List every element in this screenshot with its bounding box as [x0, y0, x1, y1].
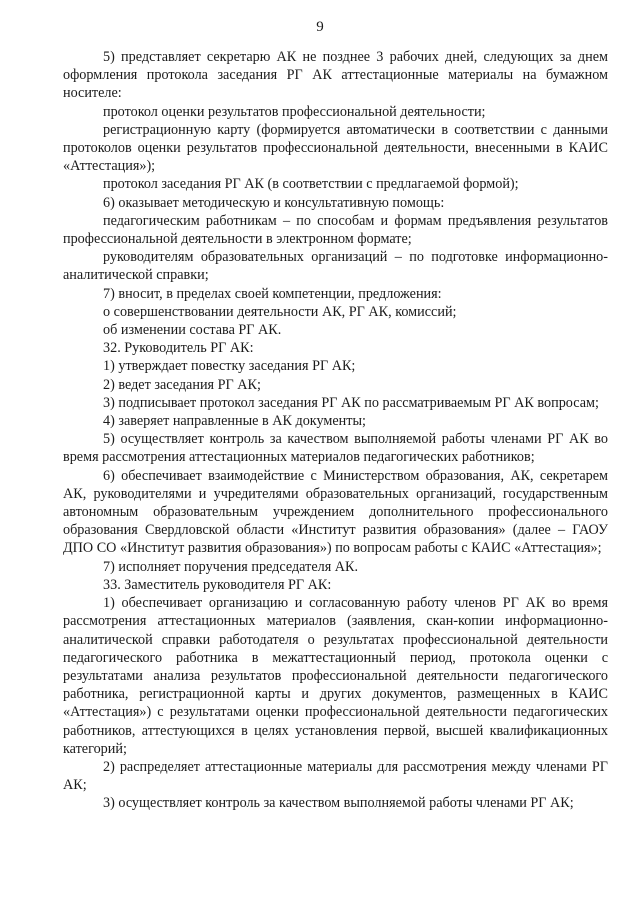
paragraph: педагогическим работникам – по способам и формам предъявления результатов профессиональной деятельности в электронном формате; — [63, 212, 608, 248]
paragraph: 7) вносит, в пределах своей компетенции, предложения: — [103, 285, 442, 302]
section-heading: 32. Руководитель РГ АК: — [103, 340, 254, 357]
paragraph: 7) исполняет поручения председателя АК. — [103, 558, 359, 575]
paragraph: протокол заседания РГ АК (в соответствии с предлагаемой формой); — [103, 176, 519, 193]
paragraph: 3) осуществляет контроль за качеством выполняемой работы членами РГ АК; — [103, 795, 574, 812]
paragraph: 4) заверяет направленные в АК документы; — [103, 413, 366, 430]
paragraph: 1) утверждает повестку заседания РГ АК; — [103, 358, 356, 375]
paragraph: о совершенствовании деятельности АК, РГ АК, комиссий; — [103, 303, 457, 320]
paragraph: 6) оказывает методическую и консультативную помощь: — [103, 194, 445, 211]
paragraph: 5) осуществляет контроль за качеством выполняемой работы членами РГ АК во время рассмотрения аттестационных материалов педагогических работников; — [63, 431, 608, 466]
paragraph: 3) подписывает протокол заседания РГ АК по рассматриваемым РГ АК вопросам; — [103, 394, 599, 411]
paragraph: 2) ведет заседания РГ АК; — [103, 376, 261, 393]
section-heading: 33. Заместитель руководителя РГ АК: — [103, 576, 332, 593]
paragraph: 2) распределяет аттестационные материалы для рассмотрения между членами РГ АК; — [63, 758, 608, 794]
page-number: 9 — [316, 19, 324, 35]
paragraph: об изменении состава РГ АК. — [103, 322, 282, 339]
paragraph: 6) обеспечивает взаимодействие с Министерством образования, АК, секретарем АК, руководителями и учредителями образовательных организаций, государственным автономным образовательным учреждением дополнительного профессионального образования Свердловской области «Институт развития образования» (далее – ГАОУ ДПО СО «Институт развития образования») по вопросам работы с КАИС «Аттестация»; — [63, 467, 608, 557]
paragraph: 5) представляет секретарю АК не позднее 3 рабочих дней, следующих за днем оформления протокола заседания РГ АК аттестационные материалы на бумажном носителе: — [63, 49, 608, 102]
paragraph: 1) обеспечивает организацию и согласованную работу членов РГ АК во время рассмотрения аттестационных материалов (заявления, скан-копии информационно-аналитической справки работодателя о результатах профессиональной деятельности педагогического работника в межаттестационный период, протокола оценки с результатами анализа результатов профессиональной деятельности педагогического работника, регистрационной карты и других документов, размещенных в КАИС «Аттестация») с результатами оценки профессиональной деятельности педагогических работников, аттестующихся в целях установления первой, высшей квалификационных категорий; — [63, 595, 608, 757]
paragraph: протокол оценки результатов профессиональной деятельности; — [103, 103, 486, 120]
document-body — [63, 48, 608, 813]
paragraph: регистрационную карту (формируется автоматически в соответствии с данными протоколов оценки результатов профессиональной деятельности, внесенными в КАИС «Аттестация»); — [63, 121, 608, 175]
paragraph: руководителям образовательных организаций – по подготовке информационно-аналитической справки; — [63, 249, 608, 284]
